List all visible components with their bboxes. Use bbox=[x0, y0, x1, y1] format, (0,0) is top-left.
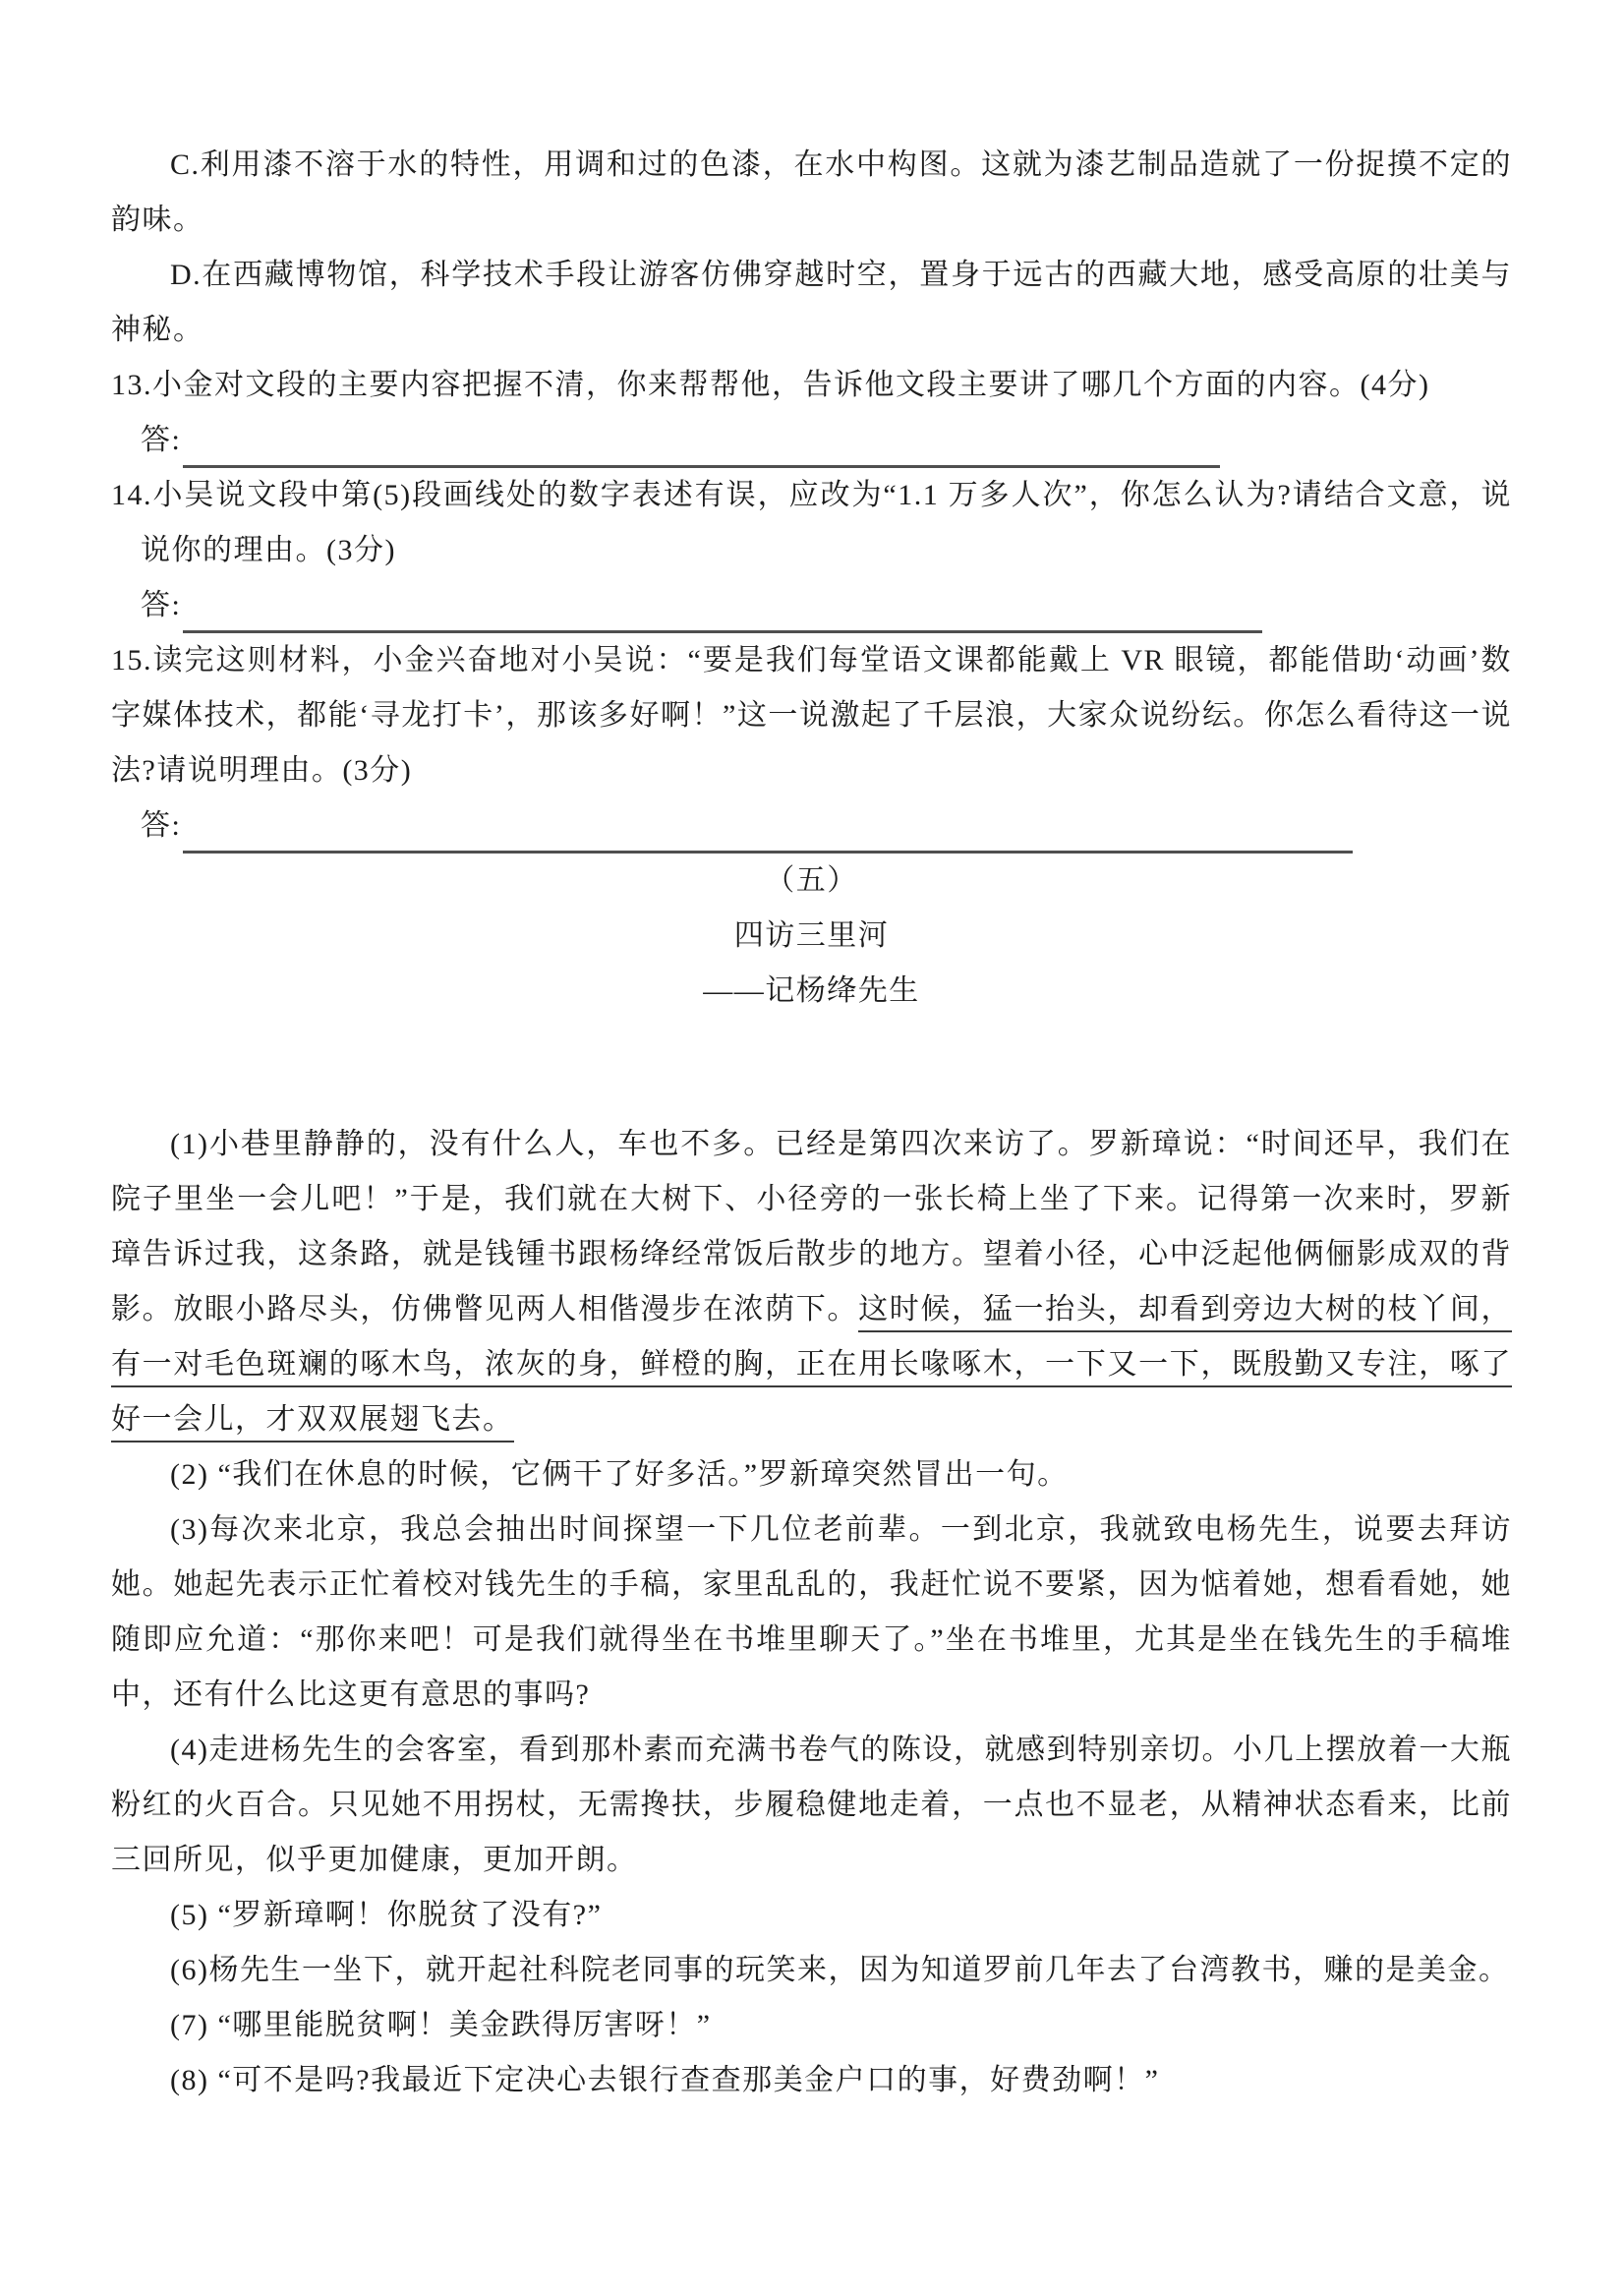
answer-label-13: 答: bbox=[141, 424, 182, 456]
answer-line-15 bbox=[111, 798, 1512, 854]
answer-blank-13 bbox=[183, 432, 1220, 468]
underlined-passage: 这时候，猛一抬头，却看到旁边大树的枝丫间，有一对毛色斑斓的啄木鸟，浓灰的身，鲜橙的胸，正在用长喙啄木，一下又一下，既殷勤又专注，啄了好一会儿，才双双展翅飞去。 bbox=[111, 1293, 1512, 1442]
question-13 bbox=[111, 358, 1512, 413]
answer-line-14 bbox=[111, 578, 1512, 633]
option-c: C.利用漆不溶于水的特性，用调和过的色漆，在水中构图。这就为漆艺制品造就了一份捉摸不定的韵味。 bbox=[111, 148, 1512, 236]
passage-paragraph-1 bbox=[111, 1117, 1512, 1447]
option-d: D.在西藏博物馆，科学技术手段让游客仿佛穿越时空，置身于远古的西藏大地，感受高原的壮美与神秘。 bbox=[111, 259, 1512, 346]
passage-paragraph-5: (5) “罗新璋啊！你脱贫了没有?” bbox=[170, 1899, 603, 1931]
answer-blank-14 bbox=[183, 597, 1262, 633]
answer-label-14: 答: bbox=[141, 589, 182, 621]
answer-line-13 bbox=[111, 413, 1512, 468]
passage-paragraph-4: (4)走进杨先生的会客室，看到那朴素而充满书卷气的陈设，就感到特别亲切。小几上摆放着一大瓶粉红的火百合。只见她不用拐杖，无需搀扶，步履稳健地走着，一点也不显老，从精神状态看来，比前三回所见，似乎更加健康，更加开朗。 bbox=[111, 1734, 1512, 1876]
question-15-number: 15. bbox=[111, 644, 152, 677]
answer-blank-15 bbox=[183, 817, 1353, 854]
question-14-text: 小吴说文段中第(5)段画线处的数字表述有误，应改为“1.1 万多人次”，你怎么认为?请结合文意，说说你的理由。(3分) bbox=[141, 479, 1512, 566]
question-14 bbox=[111, 468, 1512, 578]
passage-paragraph-2: (2) “我们在休息的时候，它俩干了好多活。”罗新璋突然冒出一句。 bbox=[170, 1458, 1069, 1491]
question-13-text: 小金对文段的主要内容把握不清，你来帮帮他，告诉他文段主要讲了哪几个方面的内容。(4分) bbox=[152, 369, 1430, 401]
passage-subtitle: ——记杨绛先生 bbox=[703, 974, 920, 1007]
passage-paragraph-7: (7) “哪里能脱贫啊！美金跌得厉害呀！” bbox=[170, 2009, 712, 2041]
section-number: （五） bbox=[765, 864, 858, 897]
question-14-number: 14. bbox=[111, 479, 152, 511]
question-15 bbox=[111, 633, 1512, 798]
passage-title: 四访三里河 bbox=[733, 919, 890, 952]
passage-paragraph-6: (6)杨先生一坐下，就开起社科院老同事的玩笑来，因为知道罗前几年去了台湾教书，赚的是美金。 bbox=[170, 1954, 1510, 1986]
passage-paragraph-8: (8) “可不是吗?我最近下定决心去银行查查那美金户口的事，好费劲啊！” bbox=[170, 2064, 1160, 2096]
passage-paragraph-3: (3)每次来北京，我总会抽出时间探望一下几位老前辈。一到北京，我就致电杨先生，说要去拜访她。她起先表示正忙着校对钱先生的手稿，家里乱乱的，我赶忙说不要紧，因为惦着她，想看看她，她随即应允道：“那你来吧！可是我们就得坐在书堆里聊天了。”坐在书堆里，尤其是坐在钱先生的手稿堆中，还有什么比这更有意思的事吗? bbox=[111, 1513, 1512, 1711]
question-13-number: 13. bbox=[111, 369, 152, 401]
answer-label-15: 答: bbox=[141, 809, 182, 842]
paragraph-1-text: (1)小巷里静静的，没有什么人，车也不多。已经是第四次来访了。罗新璋说：“时间还早，我们在院子里坐一会儿吧！”于是，我们就在大树下、小径旁的一张长椅上坐了下来。记得第一次来时，罗新璋告诉过我，这条路，就是钱锺书跟杨绛经常饭后散步的地方。望着小径，心中泛起他俩俪影成双的背影。放眼小路尽头，仿佛瞥见两人相偕漫步在浓荫下。 bbox=[111, 1128, 1512, 1325]
question-15-text: 读完这则材料，小金兴奋地对小吴说：“要是我们每堂语文课都能戴上 VR 眼镜，都能借助‘动画’数字媒体技术，都能‘寻龙打卡’，那该多好啊！”这一说激起了千层浪，大家众说纷纭。你怎么看待这一说法?请说明理由。(3分) bbox=[111, 644, 1512, 787]
